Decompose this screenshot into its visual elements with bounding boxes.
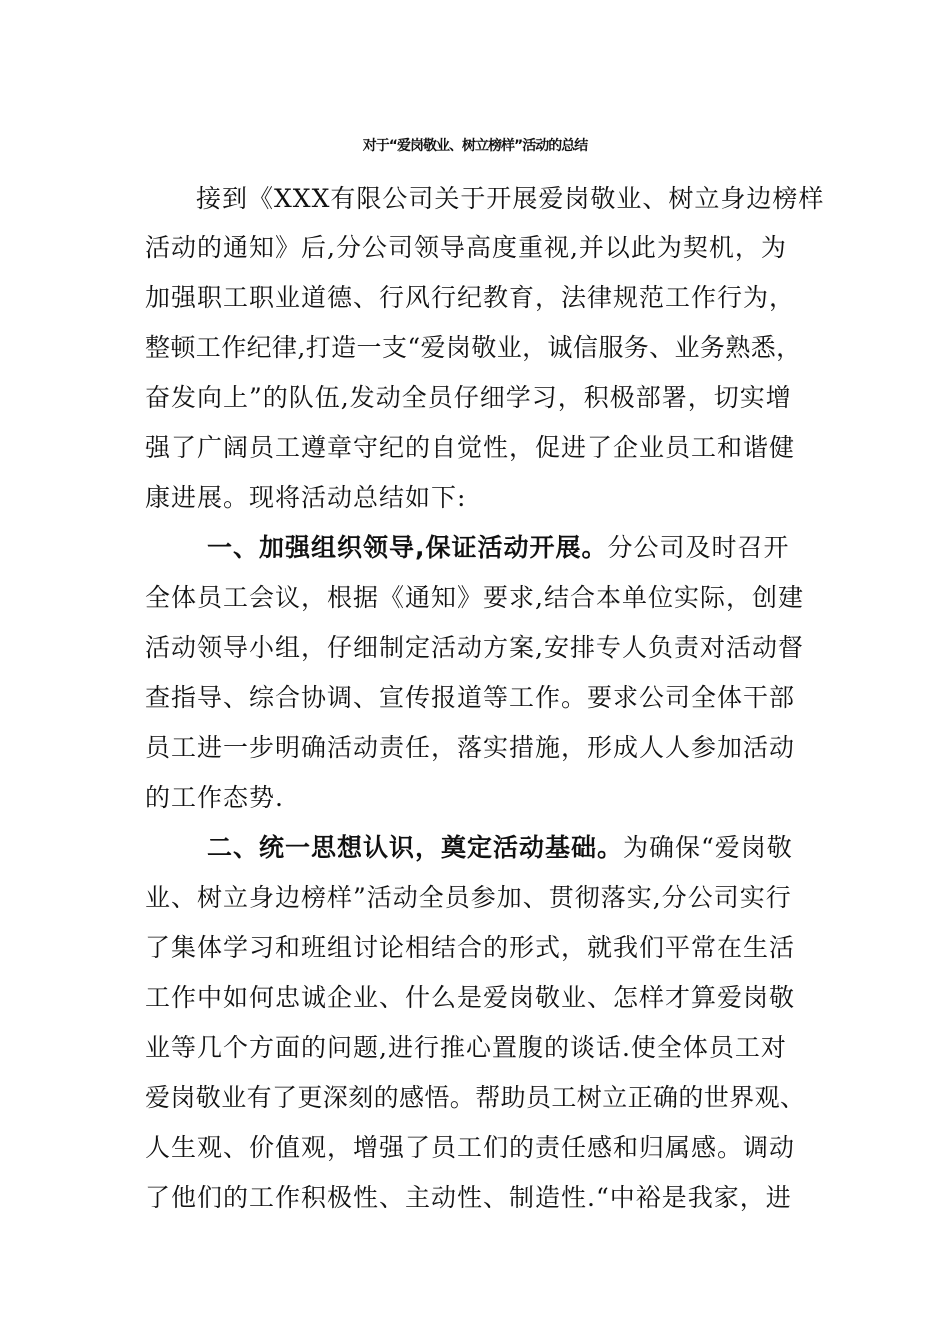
intro-line: 活动的通知》后,分公司领导高度重视,并以此为契机，为 — [145, 233, 787, 262]
intro-line: 整顿工作纪律,打造一支“爱岗敬业，诚信服务、业务熟悉， — [145, 333, 802, 362]
intro-line: 奋发向上”的队伍,发动全员仔细学习，积极部署，切实增 — [145, 383, 792, 412]
document-title: 对于“爱岗敬业、树立榜样”活动的总结 — [362, 138, 588, 154]
section1-first-text: 分公司及时召开 — [607, 533, 790, 562]
section1-line: 活动领导小组，仔细制定活动方案,安排专人负责对活动督 — [145, 633, 804, 662]
section1-line: 全体员工会议，根据《通知》要求,结合本单位实际，创建 — [145, 583, 804, 612]
section2-line: 了集体学习和班组讨论相结合的形式，就我们平常在生活 — [145, 933, 796, 962]
section1-line: 员工进一步明确活动责任，落实措施，形成人人参加活动 — [145, 733, 796, 762]
section1-line: 查指导、综合协调、宣传报道等工作。要求公司全体干部 — [145, 683, 796, 712]
section2-heading: 二、统一思想认识，奠定活动基础。 — [207, 833, 624, 862]
section2-line: 人生观、价值观，增强了员工们的责任感和归属感。调动 — [145, 1133, 796, 1162]
intro-line: 康进展。现将活动总结如下: — [145, 483, 467, 512]
intro-line: 接到《XXX有限公司关于开展爱岗敬业、树立身边榜样 — [196, 184, 825, 213]
section2-line: 业、树立身边榜样”活动全员参加、贯彻落实,分公司实行 — [145, 883, 792, 912]
section2-line: 工作中如何忠诚企业、什么是爱岗敬业、怎样才算爱岗敬 — [145, 983, 796, 1012]
section2-first-line — [207, 831, 793, 865]
section1-first-line — [207, 531, 790, 565]
intro-line: 强了广阔员工遵章守纪的自觉性，促进了企业员工和谐健 — [145, 433, 796, 462]
section2-line: 爱岗敬业有了更深刻的感悟。帮助员工树立正确的世界观、 — [145, 1083, 806, 1112]
section2-first-text: 为确保“爱岗敬 — [623, 833, 793, 862]
section1-line: 的工作态势. — [145, 783, 284, 812]
section2-line: 业等几个方面的问题,进行推心置腹的谈话.使全体员工对 — [145, 1033, 787, 1062]
section2-line: 了他们的工作积极性、主动性、制造性.“中裕是我家，进 — [145, 1183, 792, 1212]
section1-heading: 一、加强组织领导,保证活动开展。 — [207, 533, 608, 562]
intro-line: 加强职工职业道德、行风行纪教育，法律规范工作行为， — [145, 283, 796, 312]
